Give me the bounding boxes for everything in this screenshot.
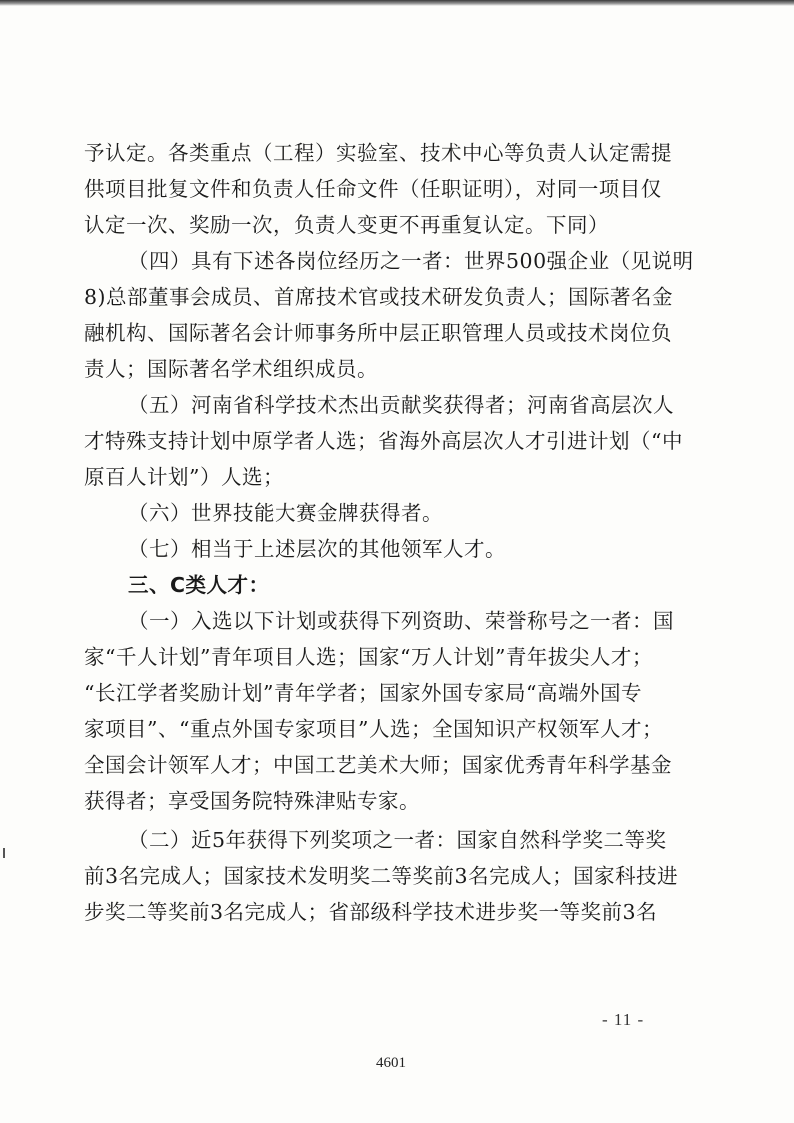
text-line: 步奖二等奖前3名完成人；省部级科学技术进步奖一等奖前3名 [84,900,658,924]
paragraph-item-4: （四）具有下述各岗位经历之一者：世界500强企业（见说明 [128,249,694,273]
text-line: 8)总部董事会成员、首席技术官或技术研发负责人；国际著名金 [84,285,674,309]
text-line: 责人；国际著名学术组织成员。 [84,357,378,381]
document-body [84,135,694,930]
text-line: 予认定。各类重点（工程）实验室、技术中心等负责人认定需提 [84,141,672,165]
text-line: 前3名完成人；国家技术发明奖二等奖前3名完成人；国家科技进 [84,864,679,888]
scan-top-edge [0,0,794,6]
stamp-number: 4601 [376,1055,406,1071]
text-line: 认定一次、奖励一次，负责人变更不再重复认定。下同） [84,213,609,237]
text-line: 供项目批复文件和负责人任命文件（任职证明），对同一项目仅 [84,177,662,201]
binding-mark [3,848,5,858]
text-line: 原百人计划”）人选； [84,465,284,489]
text-line: 家项目”、“重点外国专家项目”人选；全国知识产权领军人才； [84,717,663,741]
paragraph-item-6: （六）世界技能大赛金牌获得者。 [128,501,443,525]
paragraph-item-1: （一）入选以下计划或获得下列资助、荣誉称号之一者：国 [128,609,674,633]
paragraph-item-7: （七）相当于上述层次的其他领军人才。 [128,537,506,561]
page-number: - 11 - [602,1010,645,1029]
text-line: 才特殊支持计划中原学者人选；省海外高层次人才引进计划（“中 [84,429,683,453]
paragraph-item-2: （二）近5年获得下列奖项之一者：国家自然科学奖二等奖 [128,828,667,852]
section-heading-c-class: 三、C类人才： [128,573,270,597]
text-line: 家“千人计划”青年项目人选；国家“万人计划”青年拔尖人才； [84,645,653,669]
paragraph-item-5: （五）河南省科学技术杰出贡献奖获得者；河南省高层次人 [128,393,674,417]
text-line: 融机构、国际著名会计师事务所中层正职管理人员或技术岗位负 [84,321,672,345]
text-line: “长江学者奖励计划”青年学者；国家外国专家局“高端外国专 [84,681,642,705]
text-line: 获得者；享受国务院特殊津贴专家。 [84,789,420,813]
text-line: 全国会计领军人才；中国工艺美术大师；国家优秀青年科学基金 [84,753,672,777]
